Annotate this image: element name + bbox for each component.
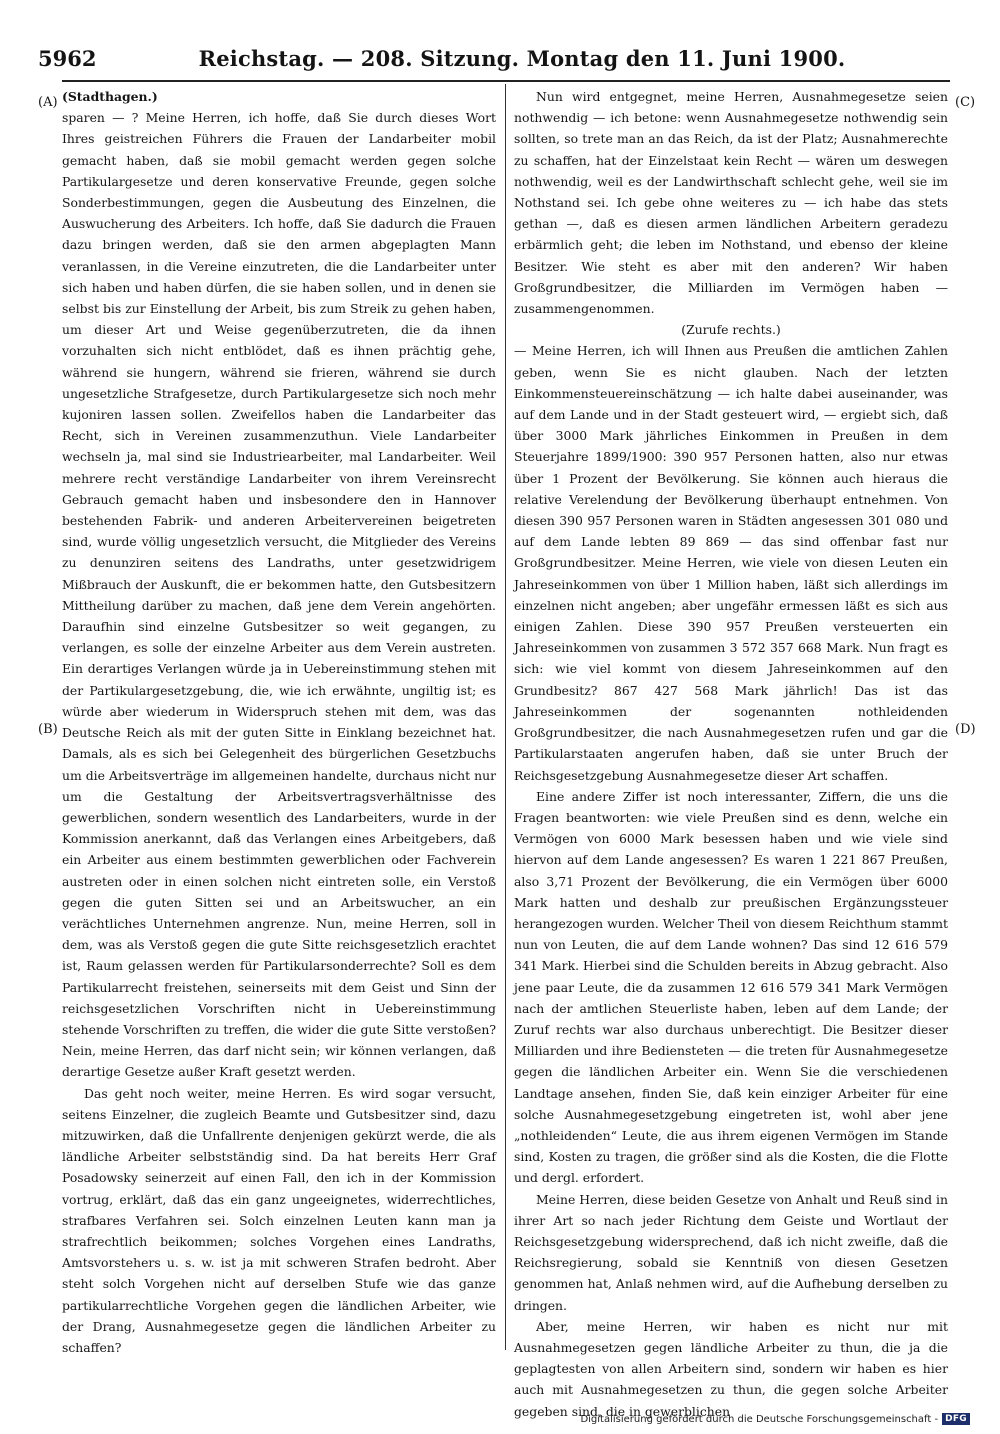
- paragraph: — Meine Herren, ich will Ihnen aus Preußen die amtlichen Zahlen geben, wenn Sie es nicht glauben. Nach der letzten Einkommensteuereinschätzung — ich halte dabei auseinander, was auf dem Lande und in der Stadt gesteuert wird, — ergiebt sich, daß über 3000 Mark jährliches Einkommen in Preußen in dem Steuerjahre 1899/1900: 390 957 Personen hatten, also nur etwas über 1 Prozent der Bevölkerung. Sie können auch hieraus die relative Verelendung der Bevölkerung überhaupt entnehmen. Von diesen 390 957 Personen waren in Städten angesessen 301 080 und auf dem Lande lebten 89 869 — das sind offenbar fast nur Großgrundbesitzer. Meine Herren, wie viele von diesen Leuten ein Jahreseinkommen von über 1 Million haben, läßt sich allerdings im einzelnen nicht angeben; aber ungefähr ermessen läßt es sich aus einigen Zahlen. Diese 390 957 Preußen versteuerten ein Jahreseinkommen von zusammen 3 572 357 668 Mark. Nun fragt es sich: wie viel kommt von diesem Jahreseinkommen auf den Grundbesitz? 867 427 568 Mark jährlich! Das ist das Jahreseinkommen der sogenannten nothleidenden Großgrundbesitzer, die nach Ausnahmegesetzen rufen und gar die Partikularstaaten angerufen haben, daß sie unter Bruch der Reichsgesetzgebung Ausnahmegesetze dieser Art schaffen.: [514, 343, 948, 783]
- margin-marker-c: (C): [955, 95, 976, 110]
- margin-marker-a: (A): [38, 95, 58, 110]
- page-number: 5962: [38, 46, 97, 71]
- left-column: [62, 86, 496, 1358]
- speaker-name: (Stadthagen.): [62, 89, 158, 104]
- column-divider: [505, 84, 506, 1350]
- paragraph: Eine andere Ziffer ist noch interessanter, Ziffern, die uns die Fragen beantworten: wie viele Preußen sind es denn, welche ein Vermögen von 6000 Mark besessen haben und wie viele sind hiervon auf dem Lande angesessen? Es waren 1 221 867 Preußen, also 3,71 Prozent der Bevölkerung, die ein Vermögen über 6000 Mark hatten und deshalb zur preußischen Ergänzungssteuer herangezogen wurden. Welcher Theil von diesem Reichthum stammt nun von Leuten, die auf dem Lande wohnen? Das sind 12 616 579 341 Mark. Hierbei sind die Schulden bereits in Abzug gebracht. Also jene paar Leute, die da zusammen 12 616 579 341 Mark Vermögen nach der amtlichen Steuerliste haben, leben auf dem Lande; der Zuruf rechts war also durchaus unberechtigt. Die Besitzer dieser Milliarden und ihre Bediensteten — die treten für Ausnahmegesetze gegen die ländlichen Arbeiter ein. Wenn Sie die verschiedenen Landtage ansehen, finden Sie, daß kein einziger Arbeiter für eine solche Ausnahmegesetzgebung eingetreten ist, wohl aber jene „nothleidenden“ Leute, die aus ihrem eigenen Vermögen im Stande sind, Kosten zu tragen, die größer sind als die Kosten, die die Flotte und dergl. erfordert.: [514, 788, 948, 1186]
- page-header: [38, 44, 946, 72]
- header-rule: [62, 80, 950, 82]
- paragraph: Das geht noch weiter, meine Herren. Es wird sogar versucht, seitens Einzelner, die zugleich Beamte und Gutsbesitzer sind, dazu mitzuwirken, daß die Unfallrente denjenigen gekürzt werde, die als ländliche Arbeiter selbstständig sind. Da hat bereits Herr Graf Posadowsky seinerzeit auf einen Fall, den ich in der Kommission vortrug, erklärt, daß das ein ganz ungeeignetes, widerrechtliches, strafbares Verfahren sei. Solch einzelnen Leuten kann man ja strafrechtlich beikommen; solches Vorgehen eines Landraths, Amtsvorstehers u. s. w. ist ja mit schweren Strafen bedroht. Aber steht solch Vorgehen nicht auf derselben Stufe wie das ganze partikularrechtliche Vorgehen gegen die ländlichen Arbeiter, wie der Drang, Ausnahmegesetze gegen die ländlichen Arbeiter zu schaffen?: [62, 1085, 496, 1355]
- footer-credit: Digitalisierung gefördert durch die Deutsche Forschungsgemeinschaft -: [580, 1413, 939, 1425]
- interjection: (Zurufe rechts.): [681, 322, 781, 338]
- margin-marker-b: (B): [38, 722, 58, 737]
- margin-marker-d: (D): [955, 722, 976, 737]
- digitization-footer: [580, 1411, 970, 1427]
- paragraph: Aber, meine Herren, wir haben es nicht nur mit Ausnahmegesetzen gegen ländliche Arbeiter zu thun, die ja die geplagtesten von allen Arbeitern sind, sondern wir haben es hier auch mit Ausnahmegesetzen zu thun, die gegen solche Arbeiter gegeben sind, die in gewerblichen: [514, 1318, 948, 1419]
- right-column: [514, 86, 948, 1422]
- running-head: Reichstag. — 208. Sitzung. Montag den 11. Juni 1900.: [198, 46, 846, 71]
- paragraph: sparen — ? Meine Herren, ich hoffe, daß Sie durch dieses Wort Ihres geistreichen Führers die Frauen der Landarbeiter mobil gemacht haben, daß sie mobil gemacht werden gegen solche Partikulargesetze und deren konservative Freunde, gegen solche Sonderbestimmungen, gegen die Ausbeutung des Einzelnen, die Auswucherung des Arbeiters. Ich hoffe, daß Sie dadurch die Frauen dazu bringen werden, daß sie den armen abgeplagten Mann veranlassen, in die Vereine einzutreten, die die Landarbeiter unter sich haben und haben dürfen, die sie haben sollen, und in denen sie selbst bis zur Einstellung der Arbeit, bis zum Streik zu gehen haben, um dieser Art und Weise gegenüberzutreten, die da ihnen vorzuhalten sich nicht entblödet, daß es ihnen prächtig gehe, während sie hungern, während sie frieren, während sie durch ungesetzliche Strafgesetze, durch Partikulargesetze sich noch mehr kujoniren lassen sollen. Zweifellos haben die Landarbeiter das Recht, sich in Vereinen zusammenzuthun. Viele Landarbeiter wechseln ja, mal sind sie Industriearbeiter, mal Landarbeiter. Weil mehrere recht verständige Landarbeiter von ihrem Vereinsrecht Gebrauch gemacht haben und insbesondere den in Hannover bestehenden Fabrik- und anderen Arbeitervereinen beigetreten sind, wurde völlig ungesetzlich versucht, die Mitglieder des Vereins zu denunziren seitens des Landraths, unter gesetzwidrigem Mißbrauch der Auskunft, die er bekommen hatte, den Gutsbesitzern Mittheilung darüber zu machen, daß jene dem Verein angehörten. Daraufhin sind einzelne Gutsbesitzer so weit gegangen, zu verlangen, es solle der einzelne Arbeiter aus dem Verein austreten. Ein derartiges Verlangen würde ja in Uebereinstimmung stehen mit der Partikulargesetzgebung, die, wie ich erwähnte, ungiltig ist; es würde aber wiederum in Widerspruch stehen mit dem, was das Deutsche Reich als mit der guten Sitte in Einklang bezeichnet hat. Damals, als es sich bei Gelegenheit des bürgerlichen Gesetzbuchs um die Arbeitsverträge im allgemeinen handelte, durchaus nicht nur um die Gestaltung der Arbeitsvertragsverhältnisse des gewerblichen, sondern wesentlich des Landarbeiters, wurde in der Kommission anerkannt, daß das Verlangen eines Arbeitgebers, daß ein Arbeiter aus einem bestimmten gewerblichen oder Fachverein austreten oder in einen solchen nicht eintreten solle, ein Verstoß gegen die guten Sitten sei und an Arbeitswucher, an ein verächtliches Unternehmen angrenze. Nun, meine Herren, soll in dem, was als Verstoß gegen die gute Sitte reichsgesetzlich erachtet ist, Raum gelassen werden für Partikularsonderrechte? Soll es dem Partikularrecht freistehen, seinerseits mit dem Geist und Sinn der reichsgesetzlichen Vorschriften nicht in Uebereinstimmung stehende Vorschriften zu treffen, die wider die gute Sitte verstoßen? Nein, meine Herren, das darf nicht sein; wir können verlangen, daß derartige Gesetze außer Kraft gesetzt werden.: [62, 110, 496, 1080]
- dfg-logo: DFG: [942, 1413, 970, 1425]
- paragraph: Meine Herren, diese beiden Gesetze von Anhalt und Reuß sind in ihrer Art so nach jeder Richtung dem Geiste und Wortlaut der Reichsgesetzgebung widersprechend, daß ich nicht zweifle, daß die Reichsregierung, sobald sie Kenntniß von diesen Gesetzen genommen hat, Anlaß nehmen wird, auf die Aufhebung derselben zu dringen.: [514, 1191, 948, 1313]
- paragraph: Nun wird entgegnet, meine Herren, Ausnahmegesetze seien nothwendig — ich betone: wenn Ausnahmegesetze nothwendig sein sollten, so trete man an das Reich, da ist der Platz; Ausnahmerechte zu schaffen, hat der Einzelstaat kein Recht — wären um deswegen nothwendig, weil es der Landwirthschaft schlecht gehe, weil sie im Nothstand sei. Ich gebe ohne weiteres zu — ich habe das stets gethan —, daß es diesen armen ländlichen Arbeitern geradezu erbärmlich geht; die leben im Nothstand, und ebenso der kleine Besitzer. Wie steht es aber mit den anderen? Wir haben Großgrundbesitzer, die Milliarden im Vermögen haben — zusammengenommen.: [514, 89, 948, 317]
